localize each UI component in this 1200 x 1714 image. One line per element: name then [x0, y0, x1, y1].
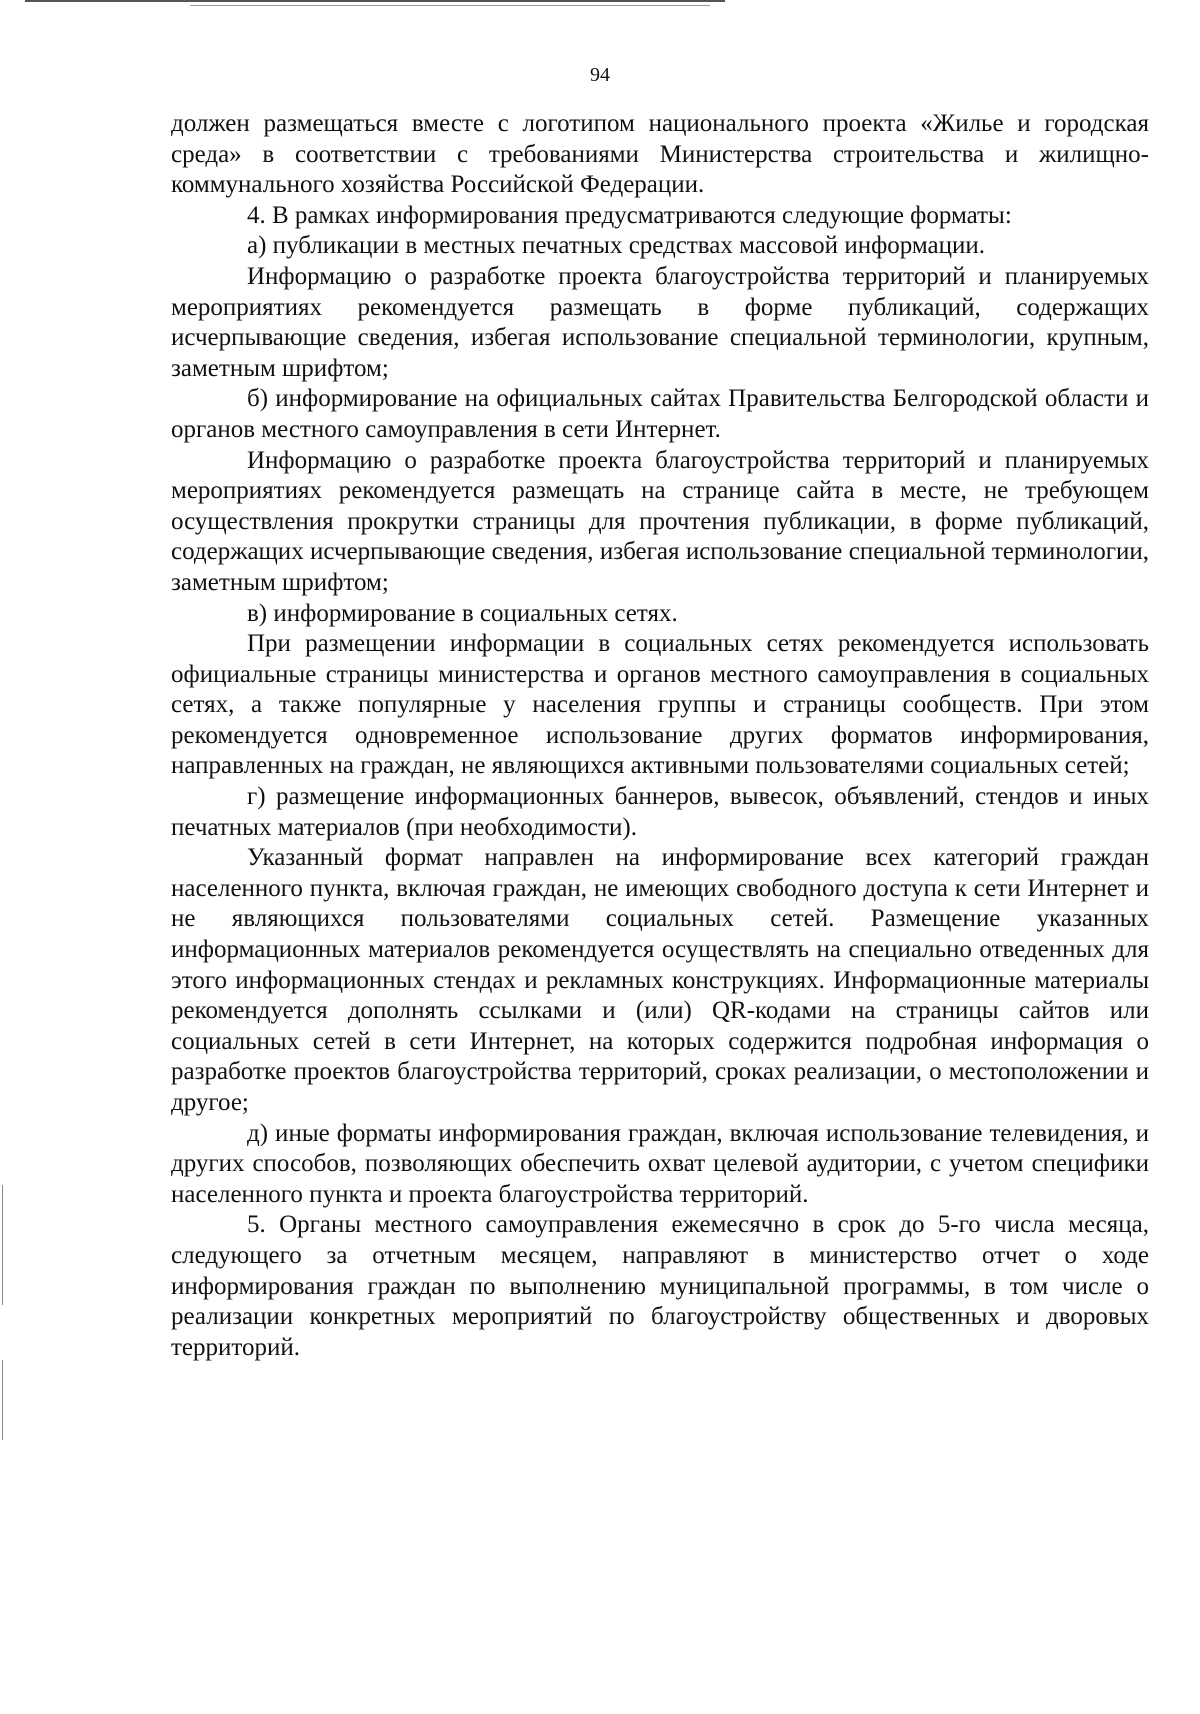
scan-edge-mark: [2, 1360, 3, 1440]
scan-border-line: [190, 5, 710, 6]
paragraph: При размещении информации в социальных сетях рекомендуется использовать официальные страницы министерства и органов местного самоуправления в социальных сетях, а также популярные у населения группы и страницы сообществ. При этом рекомендуется одновременное использование других форматов информирования, направленных на граждан, не являющихся активными пользователями социальных сетей;: [171, 630, 1149, 780]
paragraph: б) информирование на официальных сайтах Правительства Белгородской области и органов местного самоуправления в сети Интернет.: [171, 385, 1149, 443]
paragraph: г) размещение информационных баннеров, вывесок, объявлений, стендов и иных печатных материалов (при необходимости).: [171, 783, 1149, 841]
paragraph: д) иные форматы информирования граждан, включая использование телевидения, и других способов, позволяющих обеспечить охват целевой аудитории, с учетом специфики населенного пункта и проекта благоустройства территорий.: [171, 1119, 1149, 1208]
document-body: [171, 109, 1149, 1363]
paragraph: 5. Органы местного самоуправления ежемесячно в срок до 5-го числа месяца, следующего за отчетным месяцем, направляют в министерство отчет о ходе информирования граждан по выполнению муниципальной программы, в том числе о реализации конкретных мероприятий по благоустройству общественных и дворовых территорий.: [171, 1211, 1149, 1361]
scan-edge-mark: [2, 1185, 3, 1305]
paragraph: должен размещаться вместе с логотипом национального проекта «Жилье и городская среда» в соответствии с требованиями Министерства строительства и жилищно-коммунального хозяйства Российской Федерации.: [171, 110, 1149, 199]
paragraph: в) информирование в социальных сетях.: [247, 599, 678, 627]
paragraph: Информацию о разработке проекта благоустройства территорий и планируемых мероприятиях рекомендуется размещать в форме публикаций, содержащих исчерпывающие сведения, избегая использование специальной терминологии, крупным, заметным шрифтом;: [171, 262, 1149, 382]
scan-border-line: [25, 0, 725, 2]
page-number: 94: [590, 64, 610, 86]
paragraph: 4. В рамках информирования предусматриваются следующие форматы:: [247, 201, 1012, 229]
paragraph: Информацию о разработке проекта благоустройства территорий и планируемых мероприятиях рекомендуется размещать на странице сайта в месте, не требующем осуществления прокрутки страницы для прочтения публикации, в форме публикаций, содержащих исчерпывающие сведения, избегая использование специальной терминологии, заметным шрифтом;: [171, 446, 1149, 596]
paragraph: а) публикации в местных печатных средствах массовой информации.: [247, 232, 986, 260]
paragraph: Указанный формат направлен на информирование всех категорий граждан населенного пункта, включая граждан, не имеющих свободного доступа к сети Интернет и не являющихся пользователями социальных сетей. Размещение указанных информационных материалов рекомендуется осуществлять на специально отведенных для этого информационных стендах и рекламных конструкциях. Информационные материалы рекомендуется дополнять ссылками и (или) QR-кодами на страницы сайтов или социальных сетей в сети Интернет, на которых содержится подробная информация о разработке проектов благоустройства территорий, сроках реализации, о местоположении и другое;: [171, 844, 1149, 1116]
